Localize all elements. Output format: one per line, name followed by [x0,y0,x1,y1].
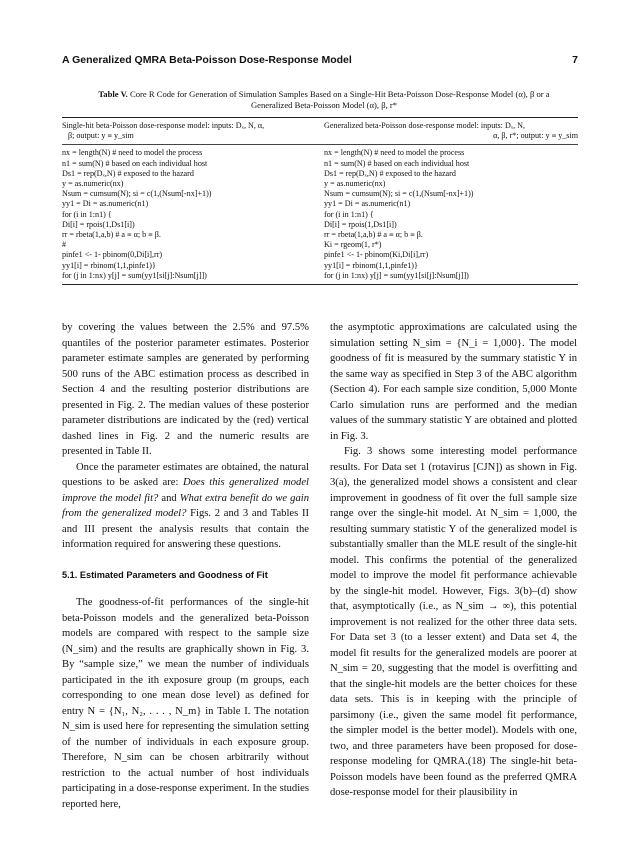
section-heading: 5.1. Estimated Parameters and Goodness of Fit [62,569,268,580]
table-label: Table V. [98,89,128,99]
left-header-line2: β; output: y ≡ y_sim [68,131,134,141]
code-line: Ds1 = rep(Dₓ,N) # exposed to the hazard [62,168,194,178]
right-header-line1: Generalized beta-Poisson dose-response model: inputs: Dₓ, N, [324,121,526,130]
paragraph: by covering the values between the 2.5% and 97.5% quantiles of the posterior parameter estimates. Posterior parameter estimate samples are generated by performing 500 runs of the ABC estimation process as described in Section 4 and the resulting posterior distributions are presented in Fig. 2. The median values of these posterior parameter distributions are indicated by the (red) vertical dashed lines in Fig. 2 and the numeric results are presented in Table II. [62,322,309,457]
conjunction-text: and [161,492,177,504]
paragraph: The goodness-of-fit performances of the single-hit beta-Poisson models and the generalized beta-Poisson models are compared with respect to the sample size (N_sim) and the results are graphically shown in Fig. 3. By “sample size,” we mean the number of individuals participated in the ith exposure group (m groups, each corresponding to one mean dose level) as defined for entry N = {N₁, N₂, . . . , N_m} in Table I. The notation N_sim is used here for representing the simulation setting of the number of individuals in each exposure group. Therefore, N_sim can be chosen arbitrarily without restriction to the actual number of host individuals participating in a dose-response experiment. In the studies reported here, [62,597,309,810]
code-line: Di[i] = rpois(1,Ds1[i]) [324,219,397,229]
question-text: What extra benefit do we gain from the generalized model? [62,492,309,519]
code-line: nx = length(N) # need to model the process [62,148,203,158]
running-title: A Generalized QMRA Beta-Poisson Dose-Response Model [62,54,352,66]
page-number: 7 [572,54,578,66]
running-head [62,54,578,66]
code-line: for (j in 1:nx) y[j] = sum(yy1[si[j]:Nsum[j]]) [62,270,207,280]
code-line: n1 = sum(N) # based on each individual host [324,158,470,168]
question-text: Does this generalized model improve the model fit? [62,477,309,504]
paragraph: Fig. 3 shows some interesting model performance results. For Data set 1 (rotavirus [CJN]) as shown in Fig. 3(a), the generalized model shows a consistent and clear improvement in goodness of fit over the full sample size range over the single-hit model. At N_sim = 1,000, the resulting summary statistic Y of the generalized model is substantially smaller than the MLE result of the single-hit model. This confirms the potential of the generalized model to improve the model fit performance achievable by the single-hit model. However, Figs. 3(b)–(d) show that, asymptotically (i.e., as N_sim → ∞), this potential improvement is not realized for the other three data sets. For Data set 3 (to a lesser extent) and Data set 4, the model fit results for the generalized models are poorer at N_sim = 20, suggesting that the model is overfitting and that the single-hit models are the better choices for these data sets. This is in keeping with the principle of parsimony (i.e., given the same model fit performance, the simpler model is the better model). Models with one, two, and three parameters have been proposed for dose-response modeling for QMRA.(18) The single-hit beta-Poisson models have been found as the preferred QMRA dose-response model for their plausibility in [330,446,577,798]
table-caption [70,89,578,111]
code-line: yy1 = Di = as.numeric(n1) [62,199,149,209]
right-column-header [320,118,578,144]
code-line: yy1 = Di = as.numeric(n1) [324,199,411,209]
code-line: y = as.numeric(nx) [324,179,386,189]
code-line: Nsum = cumsum(N); si = c(1,(Nsum[-nx]+1)) [62,189,212,199]
right-header-line2: α, β, r*; output: y ≡ y_sim [493,131,578,141]
paragraph [62,460,309,553]
code-line: for (j in 1:nx) y[j] = sum(yy1[si[j]:Nsum[j]]) [324,270,469,280]
left-code-block [62,145,320,284]
table-bottom-rule [62,284,578,285]
code-line: n1 = sum(N) # based on each individual host [62,158,208,168]
table-header-row [62,118,578,144]
code-line: Ki = rgeom(1, r*) [324,240,382,250]
code-line: y = as.numeric(nx) [62,179,124,189]
code-line: pinfe1 <- 1- pbinom(0,Di[i],rr) [62,250,163,260]
code-line: rr = rbeta(1,a,b) # a ≡ α; b ≡ β. [62,230,161,240]
table-body [62,145,578,284]
left-text-column [62,320,309,812]
paragraph-text: Figs. 2 and 3 and Tables II and III present the analysis results that contain the information required for answering these questions. [62,508,310,550]
right-text-column [330,320,577,801]
left-header-line1: Single-hit beta-Poisson dose-response model: inputs: Dₓ, N, α, [62,121,265,130]
right-code-block [320,145,578,284]
paragraph: the asymptotic approximations are calculated using the simulation setting N_sim = {N_i = 1,000}. The model goodness of fit is measured by the summary statistic Y in the same way as specified in Step 3 of the ABC algorithm (Section 4). For each sample size condition, 5,000 Monte Carlo simulation runs are performed and the median values of the summary statistic Y are obtained and plotted in Fig. 3. [330,322,577,442]
paragraph-text: Once the parameter estimates are obtained, the natural questions to be asked are: [62,461,309,488]
code-line: for (i in 1:n1) { [324,209,374,219]
code-line: nx = length(N) # need to model the process [324,148,465,158]
left-column-header [62,118,320,144]
code-line: # [62,240,67,250]
code-line: for (i in 1:n1) { [62,209,112,219]
code-line: Di[i] = rpois(1,Ds1[i]) [62,219,135,229]
code-line: rr = rbeta(1,a,b) # a ≡ α; b ≡ β. [324,230,423,240]
code-line: Nsum = cumsum(N); si = c(1,(Nsum[-nx]+1)) [324,189,474,199]
code-line: yy1[i] = rbinom(1,1,pinfe1)} [62,260,156,270]
table-caption-line2: Generalized Beta-Poisson Model (α), β, r* [250,100,398,110]
table-caption-line1: Core R Code for Generation of Simulation Samples Based on a Single-Hit Beta-Poisson Dose-Response Model (α), β or a [129,89,550,99]
code-line: pinfe1 <- 1- pbinom(Ki,Di[i],rr) [324,250,429,260]
code-line: yy1[i] = rbinom(1,1,pinfe1)} [324,260,418,270]
code-line: Ds1 = rep(Dₓ,N) # exposed to the hazard [324,168,456,178]
code-table [62,117,578,285]
